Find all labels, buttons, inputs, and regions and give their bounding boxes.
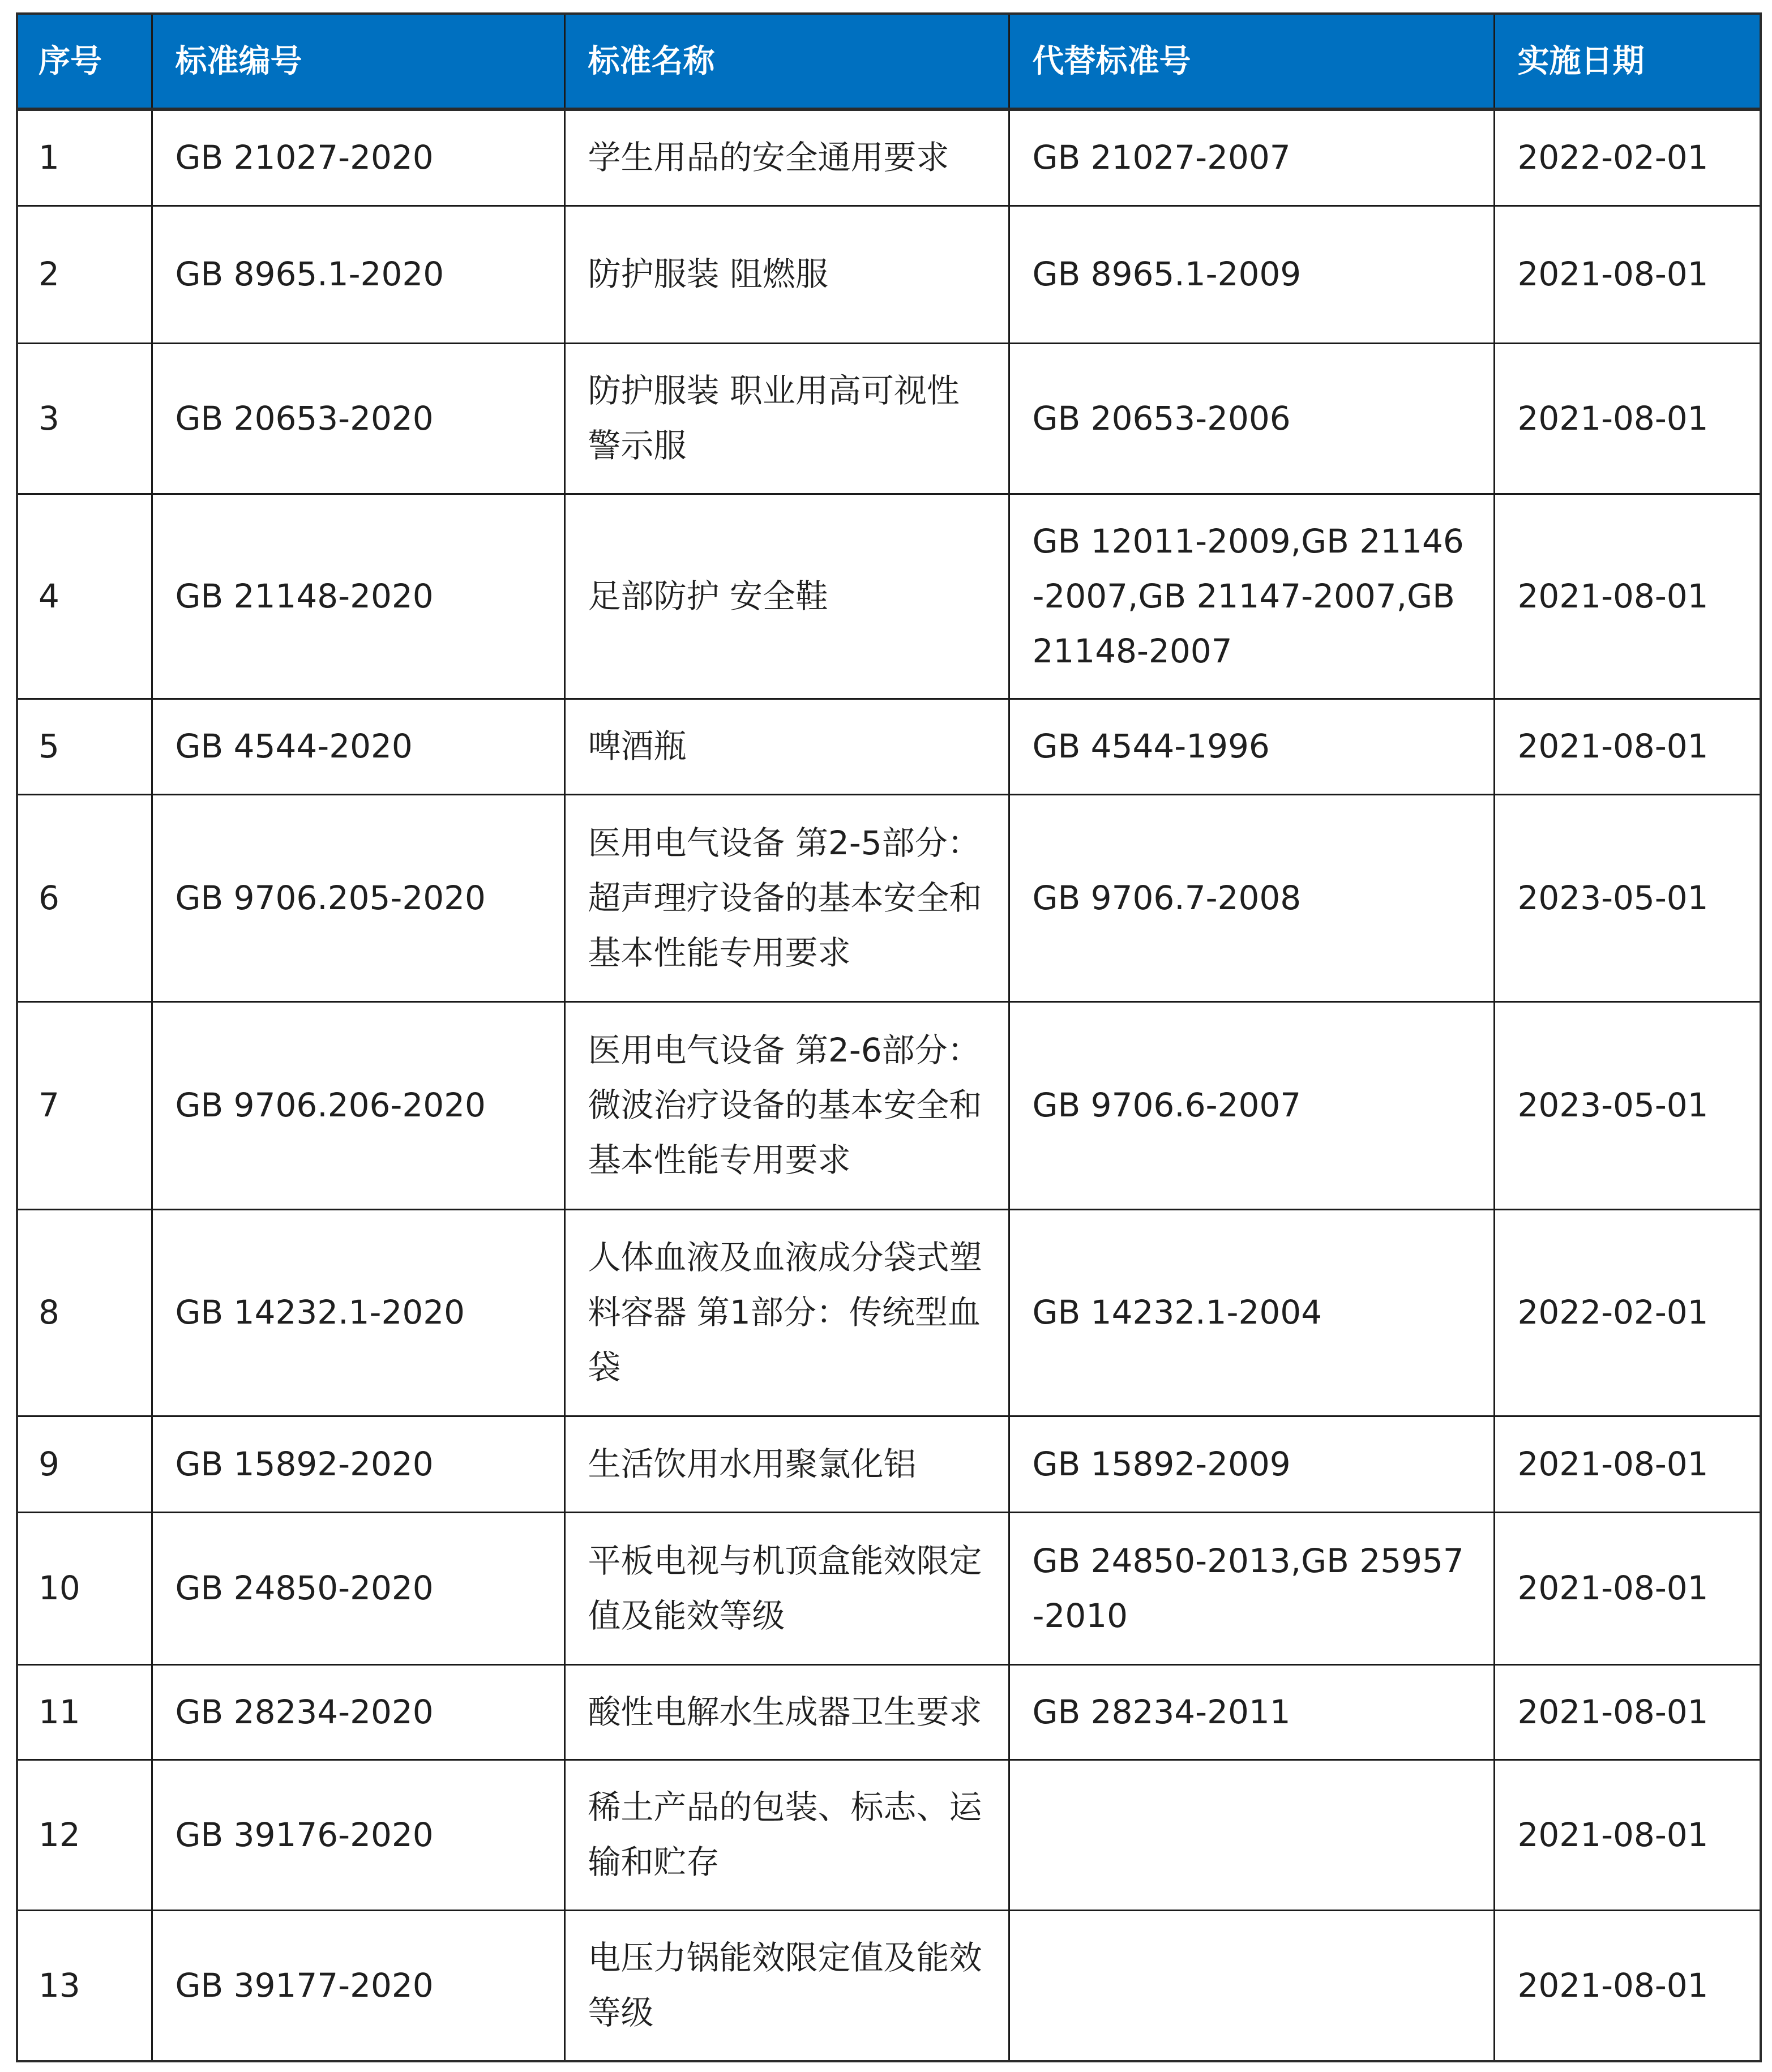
cell-index: 11 <box>17 1664 152 1760</box>
table-row <box>17 1760 1761 1910</box>
table-row <box>17 1001 1761 1209</box>
table-row <box>17 1416 1761 1512</box>
cell-effective-date: 2021-08-01 <box>1494 494 1761 699</box>
cell-index: 5 <box>17 699 152 794</box>
cell-name: 人体血液及血液成分袋式塑料容器 第1部分：传统型血袋 <box>564 1209 1009 1416</box>
cell-code: GB 24850-2020 <box>152 1512 564 1664</box>
cell-code: GB 21027-2020 <box>152 109 564 206</box>
cell-effective-date: 2021-08-01 <box>1494 1512 1761 1664</box>
cell-code: GB 20653-2020 <box>152 343 564 494</box>
header-row <box>17 14 1761 109</box>
cell-name: 稀土产品的包装、标志、运输和贮存 <box>564 1760 1009 1910</box>
cell-replaces: GB 24850-2013,GB 25957-2010 <box>1009 1512 1494 1664</box>
cell-name: 医用电气设备 第2-5部分：超声理疗设备的基本安全和基本性能专用要求 <box>564 794 1009 1001</box>
cell-replaces: GB 8965.1-2009 <box>1009 206 1494 343</box>
cell-name: 防护服装 阻燃服 <box>564 206 1009 343</box>
cell-replaces: GB 21027-2007 <box>1009 109 1494 206</box>
cell-effective-date: 2021-08-01 <box>1494 206 1761 343</box>
cell-effective-date: 2023-05-01 <box>1494 794 1761 1001</box>
cell-name: 电压力锅能效限定值及能效等级 <box>564 1910 1009 2061</box>
cell-code: GB 39177-2020 <box>152 1910 564 2061</box>
cell-index: 13 <box>17 1910 152 2061</box>
cell-replaces <box>1009 1760 1494 1910</box>
table-row <box>17 206 1761 343</box>
table-row <box>17 1910 1761 2061</box>
cell-name: 防护服装 职业用高可视性警示服 <box>564 343 1009 494</box>
table-row <box>17 494 1761 699</box>
cell-replaces: GB 28234-2011 <box>1009 1664 1494 1760</box>
table-row <box>17 109 1761 206</box>
cell-effective-date: 2022-02-01 <box>1494 109 1761 206</box>
cell-effective-date: 2023-05-01 <box>1494 1001 1761 1209</box>
cell-index: 9 <box>17 1416 152 1512</box>
cell-code: GB 9706.205-2020 <box>152 794 564 1001</box>
cell-index: 7 <box>17 1001 152 1209</box>
cell-code: GB 28234-2020 <box>152 1664 564 1760</box>
table-row <box>17 1664 1761 1760</box>
cell-code: GB 9706.206-2020 <box>152 1001 564 1209</box>
standards-table <box>16 12 1762 2062</box>
cell-replaces: GB 15892-2009 <box>1009 1416 1494 1512</box>
header-name: 标准名称 <box>564 14 1009 109</box>
cell-index: 2 <box>17 206 152 343</box>
cell-effective-date: 2021-08-01 <box>1494 1760 1761 1910</box>
cell-name: 学生用品的安全通用要求 <box>564 109 1009 206</box>
cell-index: 10 <box>17 1512 152 1664</box>
table-row <box>17 794 1761 1001</box>
cell-name: 生活饮用水用聚氯化铝 <box>564 1416 1009 1512</box>
cell-effective-date: 2021-08-01 <box>1494 343 1761 494</box>
table-row <box>17 1512 1761 1664</box>
header-code: 标准编号 <box>152 14 564 109</box>
cell-code: GB 8965.1-2020 <box>152 206 564 343</box>
cell-index: 4 <box>17 494 152 699</box>
cell-effective-date: 2021-08-01 <box>1494 1664 1761 1760</box>
header-effective-date: 实施日期 <box>1494 14 1761 109</box>
cell-effective-date: 2022-02-01 <box>1494 1209 1761 1416</box>
cell-code: GB 15892-2020 <box>152 1416 564 1512</box>
cell-index: 1 <box>17 109 152 206</box>
cell-name: 啤酒瓶 <box>564 699 1009 794</box>
cell-index: 12 <box>17 1760 152 1910</box>
cell-replaces: GB 9706.6-2007 <box>1009 1001 1494 1209</box>
table-row <box>17 343 1761 494</box>
cell-code: GB 21148-2020 <box>152 494 564 699</box>
cell-name: 平板电视与机顶盒能效限定值及能效等级 <box>564 1512 1009 1664</box>
cell-replaces: GB 14232.1-2004 <box>1009 1209 1494 1416</box>
cell-effective-date: 2021-08-01 <box>1494 1910 1761 2061</box>
cell-index: 3 <box>17 343 152 494</box>
cell-code: GB 4544-2020 <box>152 699 564 794</box>
header-replaces: 代替标准号 <box>1009 14 1494 109</box>
cell-code: GB 39176-2020 <box>152 1760 564 1910</box>
header-index: 序号 <box>17 14 152 109</box>
cell-replaces: GB 20653-2006 <box>1009 343 1494 494</box>
cell-name: 足部防护 安全鞋 <box>564 494 1009 699</box>
cell-replaces: GB 12011-2009,GB 21146-2007,GB 21147-2007,GB 21148-2007 <box>1009 494 1494 699</box>
cell-name: 酸性电解水生成器卫生要求 <box>564 1664 1009 1760</box>
cell-effective-date: 2021-08-01 <box>1494 1416 1761 1512</box>
cell-replaces: GB 4544-1996 <box>1009 699 1494 794</box>
table-row <box>17 1209 1761 1416</box>
cell-index: 6 <box>17 794 152 1001</box>
cell-replaces: GB 9706.7-2008 <box>1009 794 1494 1001</box>
cell-replaces <box>1009 1910 1494 2061</box>
cell-effective-date: 2021-08-01 <box>1494 699 1761 794</box>
table-row <box>17 699 1761 794</box>
cell-code: GB 14232.1-2020 <box>152 1209 564 1416</box>
cell-index: 8 <box>17 1209 152 1416</box>
cell-name: 医用电气设备 第2-6部分：微波治疗设备的基本安全和基本性能专用要求 <box>564 1001 1009 1209</box>
